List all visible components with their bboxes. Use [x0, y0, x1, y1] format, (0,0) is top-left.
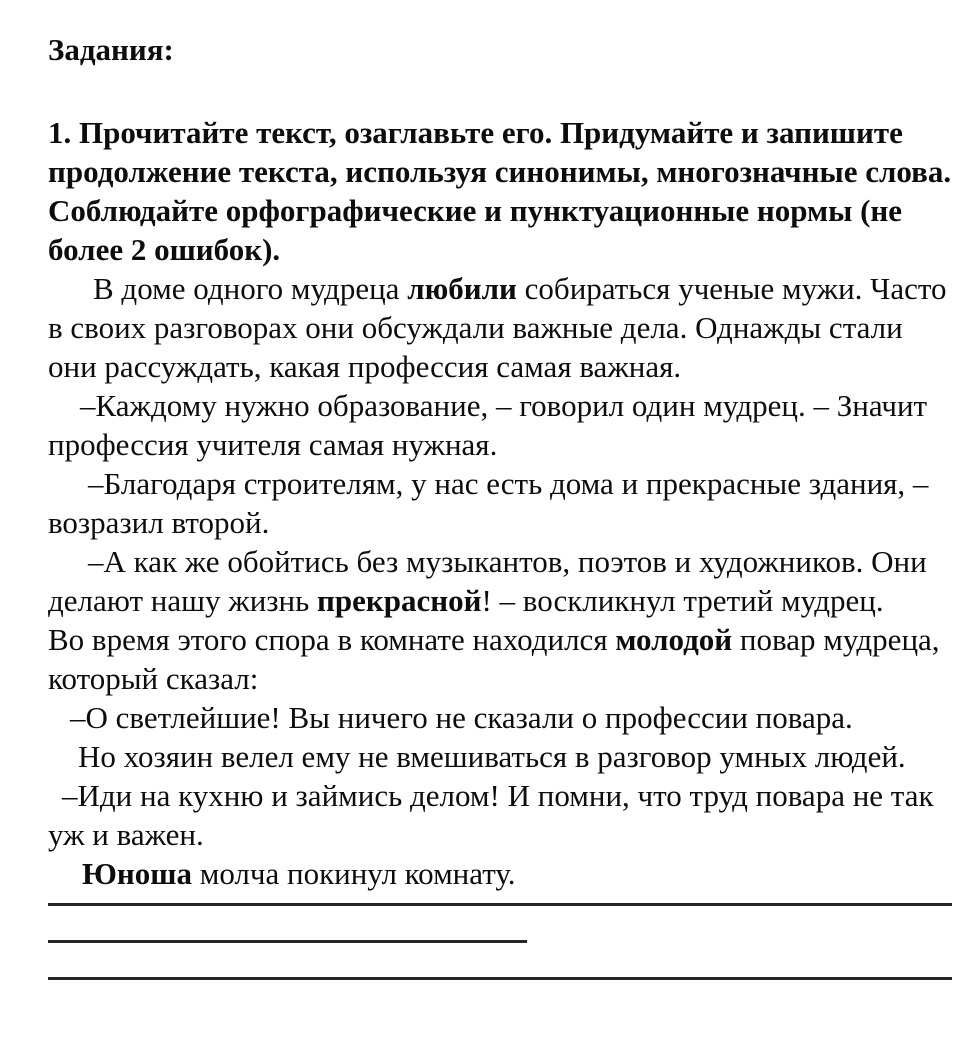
story-paragraph	[48, 464, 954, 542]
bold-keyword: любили	[407, 271, 517, 306]
bold-keyword: молодой	[615, 622, 733, 657]
story-text-segment: ! – воскликнул третий мудрец.	[481, 583, 884, 618]
answer-blank-line	[48, 940, 527, 943]
story-text-segment: Но хозяин велел ему не вмешиваться в разговор умных людей.	[78, 739, 906, 774]
story-paragraph	[48, 698, 954, 737]
story-paragraph	[48, 269, 954, 386]
story-paragraph	[48, 542, 954, 620]
story-paragraph	[48, 620, 954, 698]
answer-blank-line	[48, 977, 952, 980]
story-paragraph	[48, 737, 954, 776]
task-1-instruction: 1. Прочитайте текст, озаглавьте его. Придумайте и запишите продолжение текста, используя синонимы, многозначные слова. Соблюдайте орфографические и пунктуационные нормы (не более 2 ошибок).	[48, 115, 952, 267]
story-paragraph	[48, 386, 954, 464]
tasks-heading: Задания:	[48, 32, 174, 67]
story-text-segment: –Иди на кухню и займись делом! И помни, что труд повара не так уж и важен.	[48, 778, 934, 852]
story-text-segment: –О светлейшие! Вы ничего не сказали о профессии повара.	[70, 700, 853, 735]
story-paragraph	[48, 776, 954, 854]
bold-keyword: прекрасной	[317, 583, 482, 618]
story-text-segment: Во время этого спора в комнате находился	[48, 622, 616, 657]
story-text-segment: –Каждому нужно образование, – говорил один мудрец. – Значит профессия учителя самая нужная.	[48, 388, 928, 462]
story-text-segment: молча покинул комнату.	[191, 856, 516, 891]
bold-keyword: Юноша	[82, 856, 192, 891]
story-paragraph	[48, 854, 954, 893]
story-text-segment: –А как же обойтись без музыкантов, поэтов и художников. Они делают нашу жизнь	[48, 544, 927, 618]
answer-blanks	[48, 903, 954, 980]
story-text	[48, 269, 954, 893]
story-text-segment: –Благодаря строителям, у нас есть дома и прекрасные здания, – возразил второй.	[48, 466, 929, 540]
story-text-segment: повар мудреца, который сказал:	[48, 622, 940, 696]
story-text-segment: В доме одного мудреца	[93, 271, 408, 306]
story-text-segment: собираться ученые мужи. Часто в своих разговорах они обсуждали важные дела. Однажды стали они рассуждать, какая профессия самая важная.	[48, 271, 947, 384]
answer-blank-line	[48, 903, 952, 906]
